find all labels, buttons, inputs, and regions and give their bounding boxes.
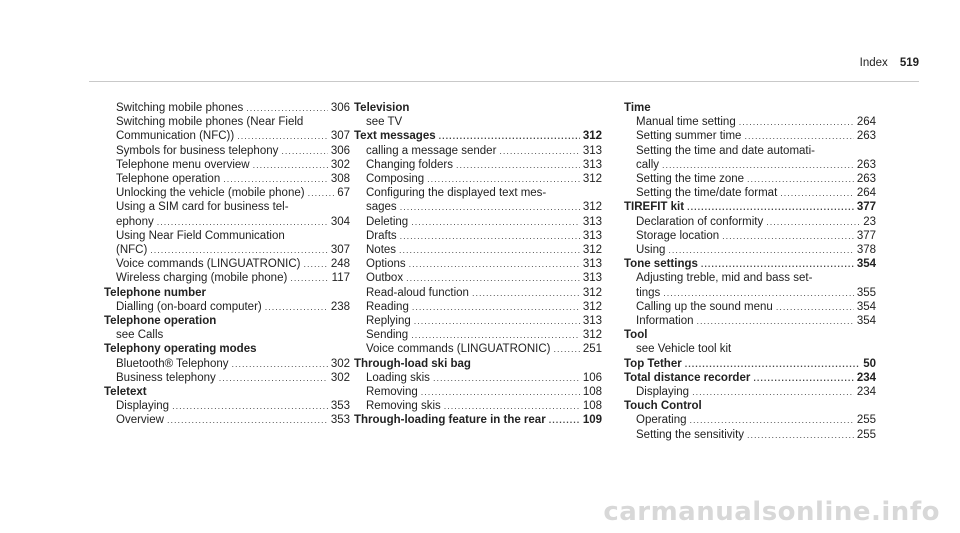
leader-dots [690,413,854,427]
index-subentry [354,286,602,300]
entry-text: Setting summer time [636,130,742,143]
leader-dots [739,115,854,129]
entry-text: Through-load ski bag [354,357,471,370]
entry-text: Using Near Field Communication [116,229,285,242]
page-reference: 312 [582,201,602,214]
leader-dots [409,257,580,271]
entry-text: Reading [366,300,409,313]
index-subentry [624,229,876,243]
page-reference: 234 [856,386,876,399]
entry-text: ephony [116,215,154,228]
entry-text: Setting the time and date automati- [636,144,815,157]
page-reference: 108 [582,386,602,399]
entry-text: Operating [636,414,687,427]
leader-dots [231,357,327,371]
leader-dots [303,257,327,271]
leader-dots [662,158,854,172]
page-reference: 264 [856,116,876,129]
entry-text: Tone settings [624,258,698,271]
leader-dots [685,357,860,371]
index-subentry [104,300,350,314]
leader-dots [701,257,854,271]
index-subentry [354,243,602,257]
page-reference: 306 [330,102,350,114]
entry-text: Tool [624,329,648,342]
index-subentry [104,172,350,186]
entry-text: Using a SIM card for business tel- [116,201,289,214]
entry-text: Configuring the displayed text mes- [366,187,547,200]
page-reference: 308 [330,173,350,186]
entry-text: Sending [366,329,409,342]
page-reference: 263 [856,173,876,186]
entry-text: Switching mobile phones (Near Field [116,116,304,129]
leader-dots [697,314,854,328]
leader-dots [553,342,579,356]
page-reference: 313 [582,258,602,271]
entry-text: tings [636,286,661,299]
entry-text: Time [624,102,651,114]
leader-dots [692,385,854,399]
entry-text: Teletext [104,386,147,399]
index-subentry [104,399,350,413]
entry-text: Television [354,102,410,114]
leader-dots [400,200,580,214]
page-reference: 313 [582,144,602,157]
page-reference: 264 [856,187,876,200]
header-title: Index [859,57,888,69]
page-reference: 50 [863,357,876,370]
entry-text: Unlocking the vehicle (mobile phone) [116,187,305,200]
page-reference: 302 [330,357,350,370]
leader-dots [687,200,854,214]
index-subentry [624,215,876,229]
entry-text: Telephone operation [116,173,221,186]
leader-dots [444,399,580,413]
leader-dots [499,144,579,158]
entry-text: Symbols for business telephony [116,144,279,157]
index-subentry [104,144,350,158]
entry-text: Replying [366,315,411,328]
entry-text: Using [636,244,666,257]
index-subentry [104,200,350,214]
entry-text: Notes [366,244,397,257]
entry-text: Dialling (on-board computer) [116,300,262,313]
index-subentry [354,342,602,356]
page-reference: 353 [330,414,350,427]
page-reference: 312 [582,286,602,299]
leader-dots [150,243,328,257]
entry-text: Business telephony [116,371,216,384]
index-subentry [104,115,350,129]
page-reference: 313 [582,272,602,285]
leader-dots [663,286,854,300]
entry-text: Setting the sensitivity [636,428,745,441]
index-entry [104,314,350,328]
entry-text: cally [636,158,660,171]
leader-dots [167,413,328,427]
entry-text: Setting the time/date format [636,187,778,200]
index-entry [354,101,602,115]
index-subentry [104,371,350,385]
entry-text: Changing folders [366,158,453,171]
index-entry [624,200,876,214]
entry-text: Drafts [366,229,397,242]
leader-dots [219,371,328,385]
leader-dots [223,172,328,186]
index-subentry [354,314,602,328]
entry-text: Declaration of conformity [636,215,764,228]
page-reference: 312 [582,173,602,186]
entry-text: see Vehicle tool kit [636,343,732,356]
page-reference: 377 [856,201,876,214]
entry-text: Setting the time zone [636,173,745,186]
index-column-2 [354,101,602,428]
entry-text: Composing [366,173,425,186]
index-subentry [104,229,350,243]
entry-text: Voice commands (LINGUATRONIC) [116,258,301,271]
entry-text: Overview [116,414,164,427]
index-subentry [354,215,602,229]
index-entry [624,257,876,271]
entry-text: sages [366,201,397,214]
index-column-1 [104,101,350,428]
index-entry [354,357,602,371]
page-reference: 313 [582,315,602,328]
index-entry [624,399,876,413]
entry-text: Telephony operating modes [104,343,257,356]
page-reference: 354 [856,258,876,271]
entry-text: Removing skis [366,400,441,413]
index-subentry [104,243,350,257]
leader-dots [265,300,328,314]
entry-text: Touch Control [624,400,702,413]
leader-dots [747,428,854,442]
index-entry [104,342,350,356]
entry-text: Switching mobile phones [116,102,244,114]
entry-text: Wireless charging (mobile phone) [116,272,288,285]
index-subentry [624,314,876,328]
index-entry [104,385,350,399]
index-subentry [104,357,350,371]
index-column-3 [624,101,876,442]
entry-text: Displaying [636,386,690,399]
entry-text: Read-aloud function [366,286,469,299]
index-subentry [624,428,876,442]
index-subentry [354,186,602,200]
leader-dots [157,215,328,229]
index-subentry [624,243,876,257]
page-reference: 248 [330,258,350,271]
index-subentry [104,271,350,285]
leader-dots [780,186,854,200]
leader-dots [400,229,580,243]
index-subentry [354,257,602,271]
entry-text: Text messages [354,130,436,143]
index-subentry [354,144,602,158]
entry-text: Removing [366,386,418,399]
index-subentry [104,257,350,271]
entry-text: (NFC) [116,244,148,257]
page-reference: 306 [330,144,350,157]
index-entry [624,371,876,385]
index-subentry [354,328,602,342]
entry-text: Outbox [366,272,404,285]
leader-dots [399,243,580,257]
page-reference: 106 [582,371,602,384]
leader-dots [253,158,328,172]
page-reference: 302 [330,158,350,171]
entry-text: Telephone menu overview [116,158,250,171]
page-reference: 108 [582,400,602,413]
entry-text: TIREFIT kit [624,201,685,214]
index-subentry [354,300,602,314]
page-reference: 234 [856,371,876,384]
index-subentry [624,300,876,314]
entry-text: see Calls [116,329,164,342]
page-reference: 117 [331,272,350,285]
entry-text: Displaying [116,400,170,413]
page-reference: 263 [856,158,876,171]
index-subentry [354,399,602,413]
leader-dots [722,229,854,243]
leader-dots [411,328,580,342]
index-subentry [354,172,602,186]
page-reference: 313 [582,158,602,171]
entry-text: Information [636,315,694,328]
page-reference: 109 [582,414,602,427]
page-reference: 378 [856,244,876,257]
page-reference: 312 [582,300,602,313]
page-reference: 354 [856,315,876,328]
entry-text: Calling up the sound menu [636,300,773,313]
leader-dots [412,300,580,314]
entry-text: Bluetooth® Telephony [116,357,229,370]
index-subentry [624,342,876,356]
leader-dots [744,129,853,143]
page-number: 519 [899,57,919,69]
entry-text: Options [366,258,406,271]
index-subentry [624,186,876,200]
index-subentry [104,101,350,115]
page-reference: 313 [582,215,602,228]
index-subentry [104,158,350,172]
page-header [860,57,919,69]
page-reference: 312 [582,244,602,257]
page-reference: 302 [330,371,350,384]
leader-dots [414,314,580,328]
index-subentry [624,158,876,172]
entry-text: Telephone number [104,286,207,299]
leader-dots [433,371,580,385]
index-subentry [104,328,350,342]
index-subentry [354,229,602,243]
page-reference: 263 [856,130,876,143]
leader-dots [308,186,335,200]
leader-dots [427,172,580,186]
entry-text: Communication (NFC)) [116,130,235,143]
entry-text: Manual time setting [636,116,736,129]
page-reference: 377 [856,229,876,242]
page-reference: 255 [856,428,876,441]
entry-text: Adjusting treble, mid and bass set- [636,272,813,285]
index-subentry [624,115,876,129]
leader-dots [237,129,328,143]
index-entry [624,101,876,115]
leader-dots [472,286,580,300]
entry-text: Deleting [366,215,409,228]
entry-text: Top Tether [624,357,682,370]
entry-text: Telephone operation [104,315,217,328]
index-subentry [104,186,350,200]
index-subentry [624,385,876,399]
page-reference: 255 [856,414,876,427]
leader-dots [456,158,580,172]
leader-dots [411,215,580,229]
entry-text: calling a message sender [366,144,497,157]
index-entry [354,129,602,143]
leader-dots [246,101,328,115]
index-entry [354,413,602,427]
entry-text: Storage location [636,229,720,242]
index-subentry [354,271,602,285]
page-reference: 307 [330,244,350,257]
index-subentry [624,413,876,427]
entry-text: Loading skis [366,371,430,384]
leader-dots [172,399,328,413]
index-subentry [624,286,876,300]
page-reference: 67 [337,187,350,200]
entry-text: Through-loading feature in the rear [354,414,546,427]
index-subentry [354,158,602,172]
page-reference: 304 [330,215,350,228]
index-subentry [354,115,602,129]
leader-dots [281,144,327,158]
header-rule [89,81,919,82]
index-subentry [624,172,876,186]
leader-dots [776,300,854,314]
leader-dots [747,172,854,186]
leader-dots [766,215,860,229]
index-subentry [354,385,602,399]
leader-dots [439,129,580,143]
page-reference: 355 [856,286,876,299]
index-entry [624,328,876,342]
page-reference: 353 [330,400,350,413]
watermark-logo: carmanualsonline.info [603,497,940,527]
leader-dots [549,413,580,427]
index-subentry [354,371,602,385]
index-subentry [624,129,876,143]
page-reference: 307 [330,130,350,143]
page-reference: 313 [582,229,602,242]
index-subentry [624,144,876,158]
index-subentry [354,200,602,214]
index-entry [624,357,876,371]
page-reference: 251 [582,343,602,356]
entry-text: see TV [366,116,403,129]
entry-text: Total distance recorder [624,371,751,384]
index-subentry [104,129,350,143]
leader-dots [290,271,328,285]
leader-dots [753,371,853,385]
page-reference: 312 [582,130,602,143]
leader-dots [668,243,853,257]
index-subentry [104,215,350,229]
entry-text: Voice commands (LINGUATRONIC) [366,343,551,356]
page-reference: 312 [582,329,602,342]
page-reference: 354 [856,300,876,313]
index-entry [104,286,350,300]
index-subentry [624,271,876,285]
index-subentry [104,413,350,427]
leader-dots [406,271,580,285]
page-reference: 23 [863,215,876,228]
leader-dots [421,385,580,399]
page-reference: 238 [330,300,350,313]
